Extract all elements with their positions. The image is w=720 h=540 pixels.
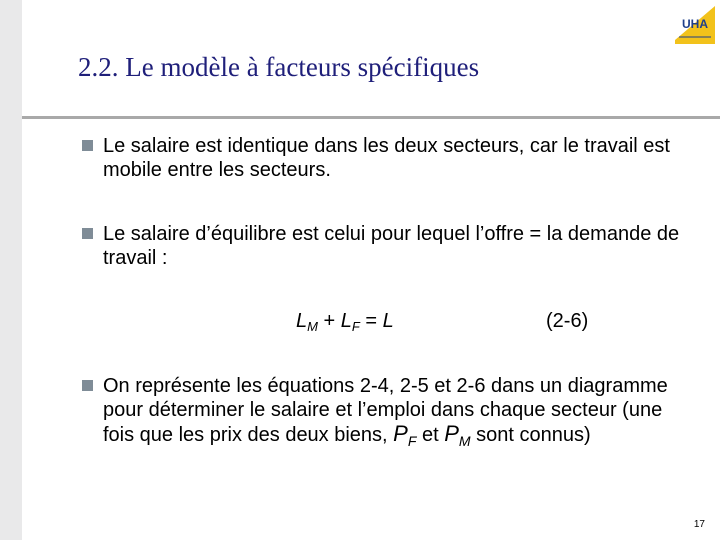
bullet-text: Le salaire d’équilibre est celui pour lequel l’offre = la demande de travail : [103, 223, 680, 269]
slide-title: 2.2. Le modèle à facteurs spécifiques [78, 52, 480, 82]
svg-text:UHA: UHA [682, 17, 708, 31]
title-divider [22, 116, 720, 119]
bullet-item-1 [86, 134, 696, 182]
bullet-text: On représente les équations 2-4, 2-5 et 2-6 dans un diagramme pour déterminer le salaire et l’emploi dans chaque secteur (une fois que les prix des deux biens, $P_F$ et $P_M$ sont connus) [103, 375, 668, 449]
uha-logo-icon [673, 4, 717, 48]
bullet-item-3 [86, 374, 696, 453]
bullet-square-icon [82, 228, 93, 239]
equation-number: (2-6) [546, 310, 589, 332]
bullet-item-2 [86, 222, 696, 270]
equation: $L_M + L_F = L$ [296, 310, 394, 334]
page-number: 17 [693, 519, 705, 530]
bullet-square-icon [82, 140, 93, 151]
left-sidebar-band [0, 0, 22, 540]
bullet-text: Le salaire est identique dans les deux secteurs, car le travail est mobile entre les secteurs. [103, 135, 670, 181]
bullet-square-icon [82, 380, 93, 391]
